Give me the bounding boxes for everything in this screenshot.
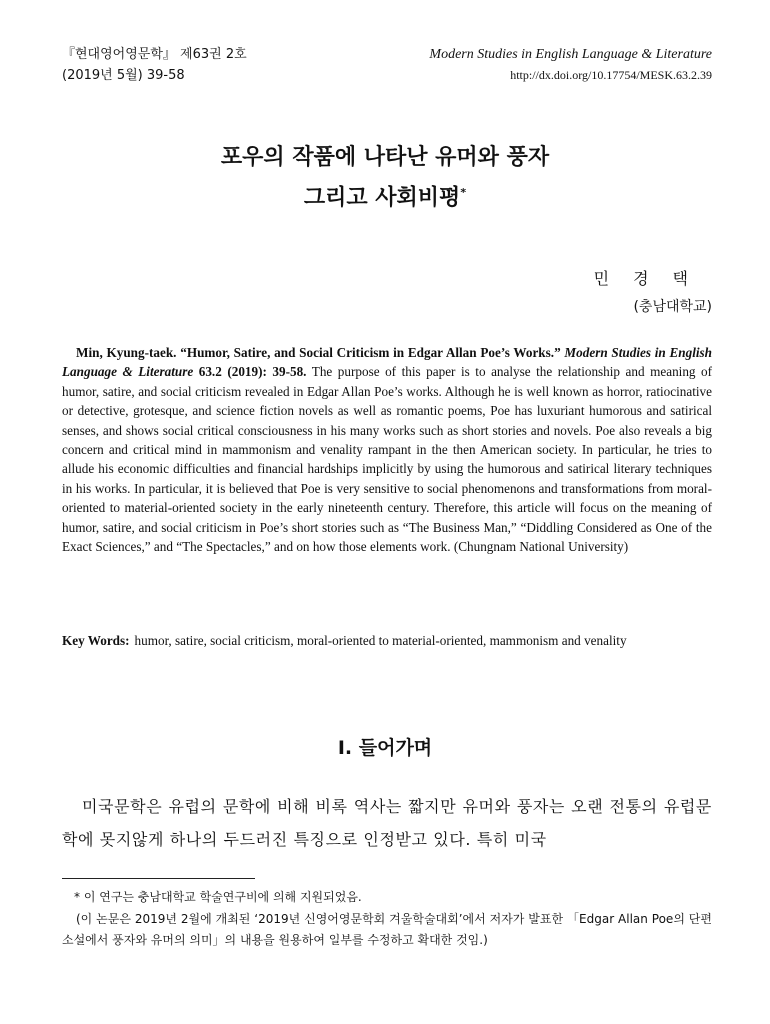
footnote-divider <box>62 878 255 879</box>
abstract <box>62 343 712 556</box>
body-paragraph: 미국문학은 유럽의 문학에 비해 비록 역사는 짧지만 유머와 풍자는 오랜 전통의 유럽문학에 못지않게 하나의 두드러진 특징으로 인정받고 있다. 특히 미국 <box>62 797 712 849</box>
citation-issue: 63.2 (2019): 39-58. <box>198 364 307 380</box>
keywords <box>62 630 712 651</box>
title-line-1: 포우의 작품에 나타난 유머와 풍자 <box>220 145 550 170</box>
abstract-text: The purpose of this paper is to analyse the relationship and meaning of humor, satire, and social criticism revealed in Edgar Allan Poe’s works. Although he is well known as horror, ratiocinative or detective, grotesque, and science fiction novels as well as romantic poems, Poe has luxuriant humorous and satirical senses, and shows social critical consciousness in his many works such as short stories and novels. Poe also reveals a big concern and critical mind in mammonism and venality rampant in the then American society. In particular, he tries to allude his economic difficulties and financial hardships implicitly by using the humorous and satirical literary techniques in his works. In particular, it is believed that Poe is very sensitive to social phenomenons and transformations from moral-oriented to material-oriented society in the early nineteenth century. Therefore, this article will focus on the meaning of humor, satire, and social criticism in Poe’s short stories such as “The Business Man,” “Diddling Considered as One of the Exact Sciences,” and “The Spectacles,” and on how those elements work. (Chungnam National University) <box>62 364 713 555</box>
citation-authors: Min, Kyung-taek. <box>76 345 177 360</box>
section-heading: I. 들어가며 <box>337 737 433 759</box>
journal-volume-kr: 『현대영어영문학』 제63권 2호 <box>62 47 247 62</box>
journal-info-korean <box>62 44 247 86</box>
journal-name-en: Modern Studies in English Language & Literature <box>429 47 712 62</box>
footnote-funding: * 이 연구는 충남대학교 학술연구비에 의해 지원되었음. <box>74 890 362 904</box>
paper-title <box>0 140 770 215</box>
issue-pages: (2019년 5월) 39-58 <box>62 68 185 83</box>
footnote-source: (이 논문은 2019년 2월에 개최된 ‘2019년 신영어영문학회 겨울학술대회’에서 저자가 발표한 「Edgar Allan Poe의 단편소설에서 풍자와 유머의 의미」의 내용을 원용하여 일부를 수정하고 확대한 것임.) <box>62 912 712 947</box>
author-affiliation: (충남대학교) <box>633 299 712 315</box>
journal-info-english <box>429 44 712 86</box>
author-name: 민경택 <box>593 269 712 288</box>
keywords-label: Key Words: <box>62 633 130 648</box>
citation-journal: Modern Studies in English Language & Literature <box>62 345 712 380</box>
title-line-2-text: 그리고 사회비평 <box>303 185 461 211</box>
footnote-mark[interactable]: * <box>460 186 467 199</box>
title-line-2 <box>0 175 770 215</box>
keywords-text: humor, satire, social criticism, moral-oriented to material-oriented, mammonism and venality <box>134 633 627 648</box>
citation-title: “Humor, Satire, and Social Criticism in Edgar Allan Poe’s Works.” <box>180 345 561 360</box>
doi-link[interactable]: http://dx.doi.org/10.17754/MESK.63.2.39 <box>510 68 712 82</box>
